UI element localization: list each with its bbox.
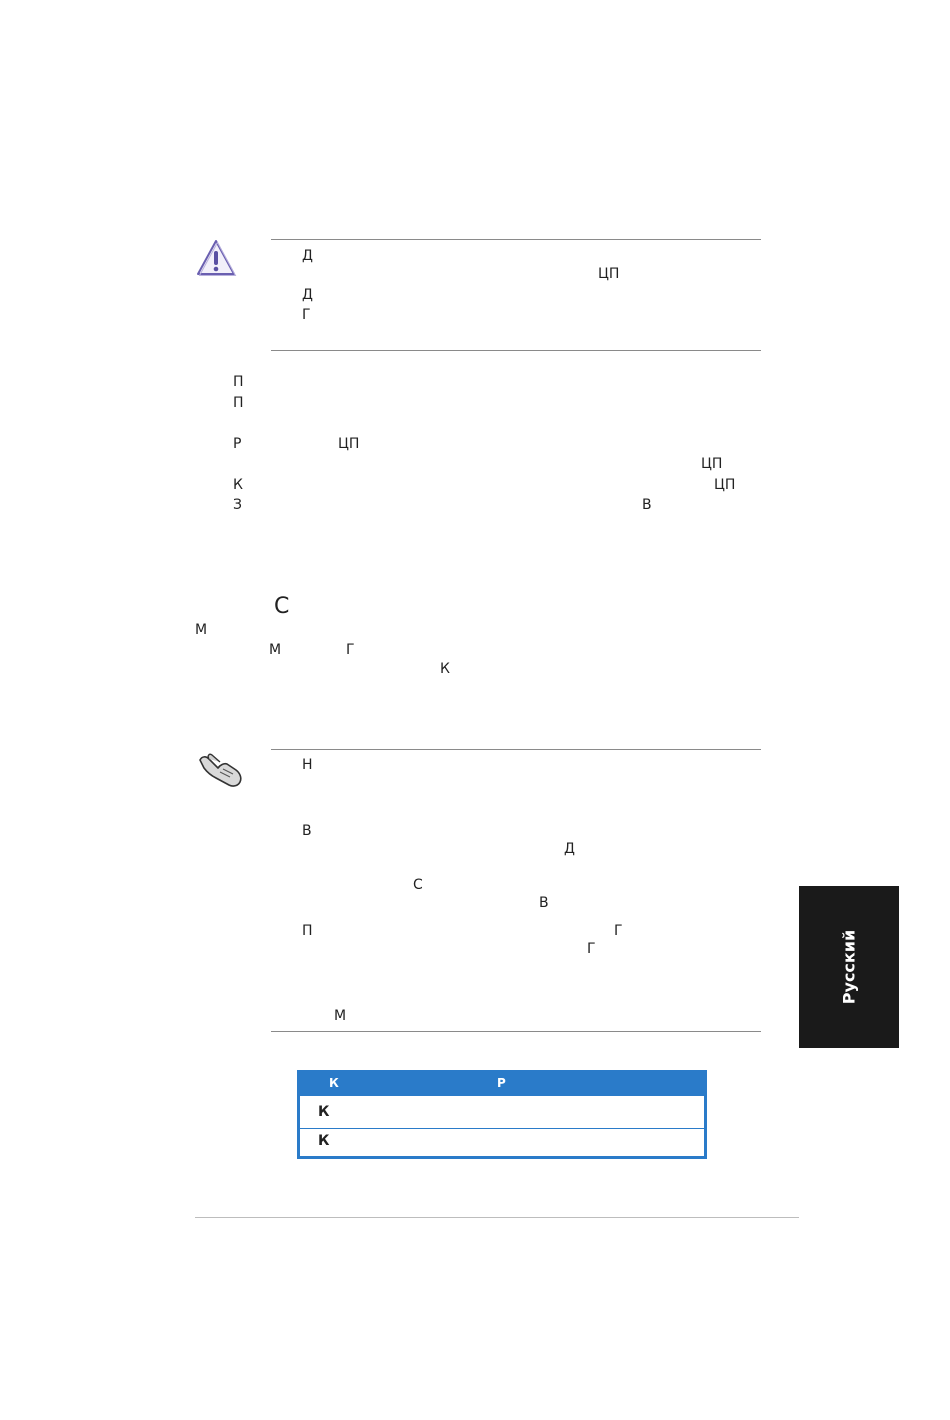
caution-line-1: Д (302, 248, 313, 264)
caution-line-2: Д (302, 287, 313, 303)
list-item-3-cpu-end: ЦП (701, 456, 723, 472)
section-para-line-2-g: Г (346, 642, 355, 658)
list-item-2: П (233, 395, 244, 411)
note-line-1: Н (302, 757, 313, 773)
section-heading: С (274, 594, 290, 619)
note-line-4-g2: Г (587, 941, 596, 957)
list-item-1: П (233, 374, 244, 390)
note-line-2-d: Д (564, 841, 575, 857)
caution-top-rule (271, 239, 761, 240)
note-line-2: В (302, 823, 312, 839)
note-line-3-v: В (539, 895, 549, 911)
note-line-4-g1: Г (614, 923, 623, 939)
table-row-2-cell: К (318, 1133, 330, 1149)
list-item-5-v: В (642, 497, 652, 513)
caution-line-3: Г (302, 307, 311, 323)
language-side-tab (799, 886, 899, 1048)
table-header-col-1: К (329, 1076, 339, 1090)
footer-rule (195, 1217, 799, 1218)
caution-icon (195, 238, 237, 281)
section-para-line-1: М (195, 622, 208, 638)
table-row-1-cell: К (318, 1104, 330, 1120)
list-item-5: З (233, 497, 242, 513)
note-top-rule (271, 749, 761, 750)
list-item-3-cpu: ЦП (338, 436, 360, 452)
spec-table (297, 1070, 707, 1159)
note-line-3-s: С (413, 877, 423, 893)
language-side-tab-label: Русский (839, 929, 859, 1005)
list-item-4: К (233, 477, 243, 493)
note-hand-icon (196, 750, 244, 793)
section-para-line-3-k: К (440, 661, 450, 677)
caution-line-1-cpu: ЦП (598, 266, 620, 282)
table-row-divider (300, 1128, 704, 1129)
caution-bottom-rule (271, 350, 761, 351)
note-bottom-rule (271, 1031, 761, 1032)
section-para-line-2-m: М (269, 642, 282, 658)
table-header (297, 1070, 707, 1096)
note-line-4: П (302, 923, 313, 939)
list-item-4-cpu-end: ЦП (714, 477, 736, 493)
list-item-3: Р (233, 436, 242, 452)
table-header-col-2: Р (497, 1076, 506, 1090)
note-line-5-m: М (334, 1008, 347, 1024)
